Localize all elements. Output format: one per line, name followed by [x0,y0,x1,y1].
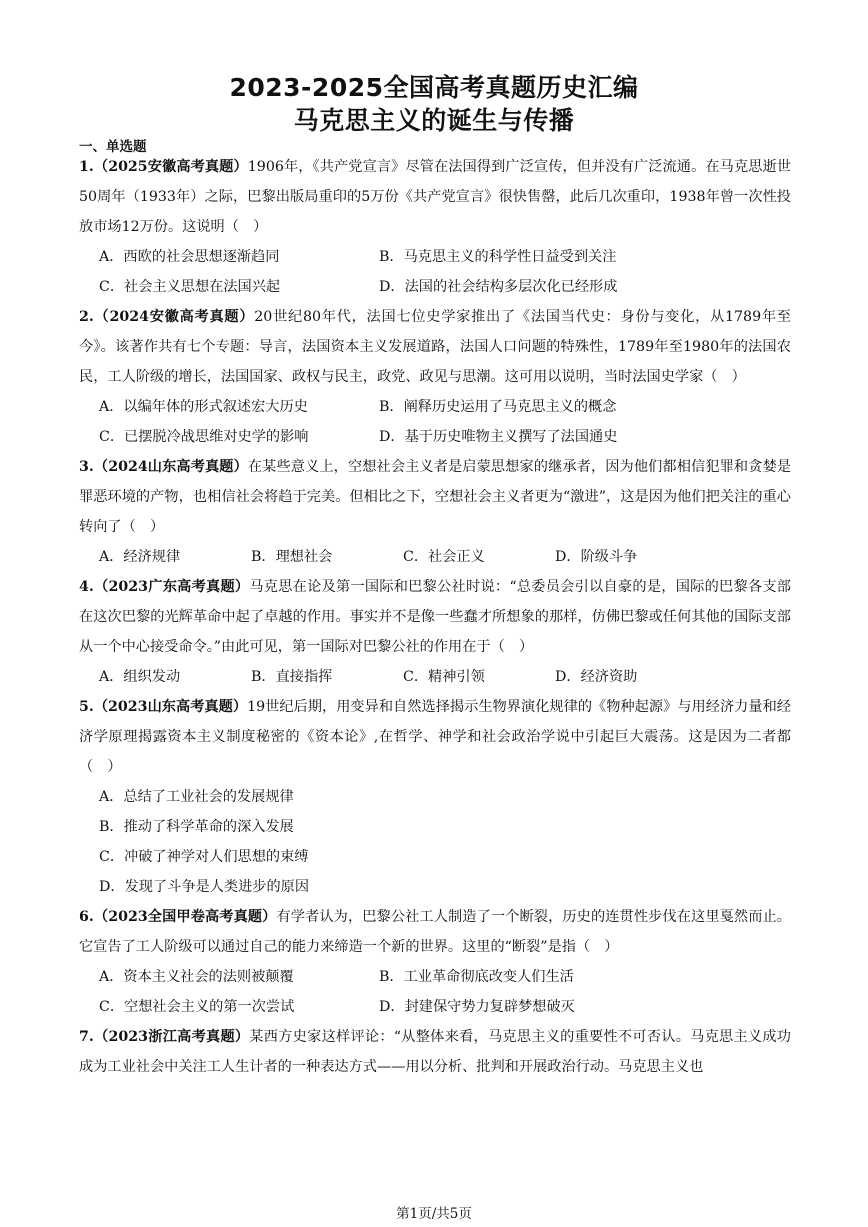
question-stem [79,572,791,662]
question-stem [79,692,791,782]
question-number: 3. [79,459,94,475]
question-source: （2023浙江高考真题） [93,1029,250,1045]
question-number: 1. [79,159,94,175]
question-list [79,152,791,1082]
options-group [79,392,791,452]
question-text: 有学者认为，巴黎公社工人制造了一个断裂，历史的连贯性步伐在这里戛然而止。它宣告了工人阶级可以通过自己的能力来缔造一个新的世界。这里的“断裂”是指（ ） [79,909,791,955]
question-source: （2023广东高考真题） [93,579,250,595]
answer-option: B．阐释历史运用了马克思主义的概念 [379,399,617,415]
question-source: （2023全国甲卷高考真题） [93,909,277,925]
question-text: 19世纪后期，用变异和自然选择揭示生物界演化规律的《物种起源》与用经济力量和经济学原理揭露资本主义制度秘密的《资本论》,在哲学、神学和社会政治学说中引起巨大震荡。这是因为二者都（ ） [79,699,791,775]
question-text: 马克思在论及第一国际和巴黎公社时说：“总委员会引以自豪的是，国际的巴黎各支部在这次巴黎的光辉革命中起了卓越的作用。事实并不是像一些蠢才所想象的那样，仿佛巴黎或任何其他的国际支部从一个中心接受命令。”由此可见，第一国际对巴黎公社的作用在于（ ） [79,579,791,655]
question-stem [79,902,791,962]
answer-option: D．经济资助 [555,669,638,685]
options-group [79,242,791,302]
answer-option: A．经济规律 [99,549,181,565]
question-text: 某西方史家这样评论：“从整体来看，马克思主义的重要性不可否认。马克思主义成功成为工业社会中关注工人生计者的一种表达方式——用以分析、批判和开展政治行动。马克思主义也 [79,1029,791,1075]
answer-option: C．社会主义思想在法国兴起 [99,279,281,295]
document-subtitle: 马克思主义的诞生与传播 [293,106,575,135]
answer-option: A．总结了工业社会的发展规律 [99,789,294,805]
answer-option: B．推动了科学革命的深入发展 [99,819,294,835]
question-number: 6. [79,909,94,925]
question-number: 5. [79,699,94,715]
page-number: 第1页/共5页 [396,1206,472,1222]
question-text: 在某些意义上，空想社会主义者是启蒙思想家的继承者，因为他们都相信犯罪和贪婪是罪恶环境的产物，也相信社会将趋于完美。但相比之下，空想社会主义者更为“激进”，这是因为他们把关注的重心转向了（ ） [79,459,791,535]
question-number: 4. [79,579,94,595]
question-text: 1906年，《共产党宣言》尽管在法国得到广泛宣传，但并没有广泛流通。在马克思逝世50周年（1933年）之际，巴黎出版局重印的5万份《共产党宣言》很快售罄，此后几次重印，1938年曾一次性投放市场12万份。这说明（ ） [79,159,791,235]
question-stem [79,452,791,542]
answer-option: A．西欧的社会思想逐渐趋同 [99,249,280,265]
options-group [79,662,791,692]
question-number: 2. [79,309,94,325]
question-stem [79,1022,791,1082]
answer-option: C．冲破了神学对人们思想的束缚 [99,849,309,865]
answer-option: A．资本主义社会的法则被颠覆 [99,969,294,985]
question-source: （2023山东高考真题） [93,699,248,715]
answer-option: A．组织发动 [99,669,181,685]
answer-option: B．直接指挥 [251,669,333,685]
question-source: （2024山东高考真题） [93,459,248,475]
answer-option: C．空想社会主义的第一次尝试 [99,999,295,1015]
answer-option: D．阶级斗争 [555,549,638,565]
answer-option: D．封建保守势力复辟梦想破灭 [379,999,575,1015]
answer-option: B．马克思主义的科学性日益受到关注 [379,249,617,265]
question-text: 20世纪80年代，法国七位史学家推出了《法国当代史：身份与变化，从1789年至今》。该著作共有七个专题：导言，法国资本主义发展道路，法国人口问题的特殊性，1789年至1980年的法国农民，工人阶级的增长，法国国家、政权与民主，政党、政见与思潮。这可用以说明，当时法国史学家（ ） [79,309,791,385]
question-source: （2024安徽高考真题） [93,309,255,325]
answer-option: D．基于历史唯物主义撰写了法国通史 [379,429,618,445]
answer-option: C．社会正义 [403,549,485,565]
question-number: 7. [79,1029,94,1045]
answer-option: A．以编年体的形式叙述宏大历史 [99,399,308,415]
answer-option: B．理想社会 [251,549,333,565]
question-stem [79,302,791,392]
options-group [79,782,791,902]
answer-option: D．发现了斗争是人类进步的原因 [99,879,310,895]
answer-option: C．精神引领 [403,669,485,685]
options-group [79,542,791,572]
options-group [79,962,791,1022]
answer-option: B．工业革命彻底改变人们生活 [379,969,574,985]
question-source: （2025安徽高考真题） [93,159,248,175]
document-title: 2023-2025全国高考真题历史汇编 [229,73,639,102]
section-heading: 一、单选题 [79,139,147,155]
answer-option: D．法国的社会结构多层次化已经形成 [379,279,618,295]
question-stem [79,152,791,242]
answer-option: C．已摆脱冷战思维对史学的影响 [99,429,309,445]
